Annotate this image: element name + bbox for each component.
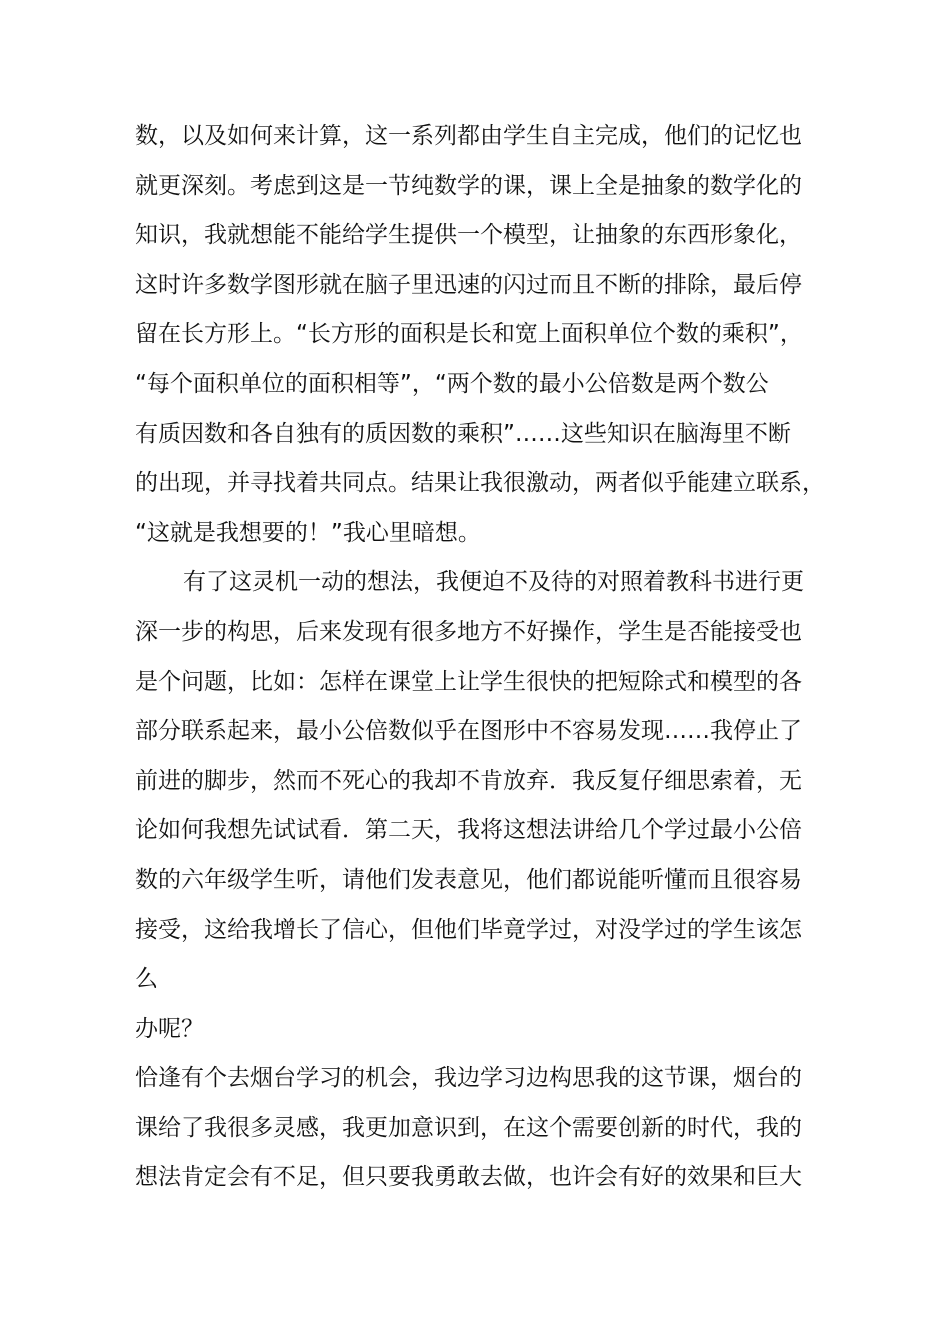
text-line: 恰逢有个去烟台学习的机会，我边学习边构思我的这节课，烟台的	[135, 1065, 802, 1092]
text-line: 是个问题，比如：怎样在课堂上让学生很快的把短除式和模型的各	[135, 668, 802, 695]
text-line: 么	[135, 966, 158, 993]
text-line: 办呢？	[135, 1015, 204, 1042]
text-line: 深一步的构思，后来发现有很多地方不好操作，学生是否能接受也	[135, 618, 802, 645]
paragraph-start-line: 有了这灵机一动的想法，我便迫不及待的对照着教科书进行更	[183, 569, 804, 596]
text-line: 想法肯定会有不足，但只要我勇敢去做，也许会有好的效果和巨大	[135, 1164, 802, 1191]
text-line: 数的六年级学生听，请他们发表意见，他们都说能听懂而且很容易	[135, 866, 802, 893]
text-line: 这时许多数学图形就在脑子里迅速的闪过而且不断的排除，最后停	[135, 271, 802, 298]
text-line: 有质因数和各自独有的质因数的乘积”……这些知识在脑海里不断	[135, 420, 791, 447]
text-line: “每个面积单位的面积相等”，“两个数的最小公倍数是两个数公	[135, 370, 769, 397]
text-line: 数，以及如何来计算，这一系列都由学生自主完成，他们的记忆也	[135, 123, 802, 149]
text-line: “这就是我想要的！”我心里暗想。	[135, 519, 481, 546]
text-line: 部分联系起来，最小公倍数似乎在图形中不容易发现……我停止了	[135, 718, 802, 745]
text-line: 知识，我就想能不能给学生提供一个模型，让抽象的东西形象化，	[135, 222, 802, 249]
text-line: 前进的脚步，然而不死心的我却不肯放弃．我反复仔细思索着，无	[135, 767, 802, 794]
text-line: 接受，这给我增长了信心，但他们毕竟学过，对没学过的学生该怎	[135, 916, 802, 943]
text-line: 论如何我想先试试看．第二天，我将这想法讲给几个学过最小公倍	[135, 817, 802, 844]
text-line: 的出现，并寻找着共同点。结果让我很激动，两者似乎能建立联系，	[135, 470, 825, 497]
text-line: 留在长方形上。“长方形的面积是长和宽上面积单位个数的乘积”，	[135, 321, 803, 348]
text-line: 就更深刻。考虑到这是一节纯数学的课，课上全是抽象的数学化的	[135, 172, 802, 199]
text-line: 课给了我很多灵感，我更加意识到，在这个需要创新的时代，我的	[135, 1114, 802, 1141]
body-text	[135, 112, 825, 1203]
